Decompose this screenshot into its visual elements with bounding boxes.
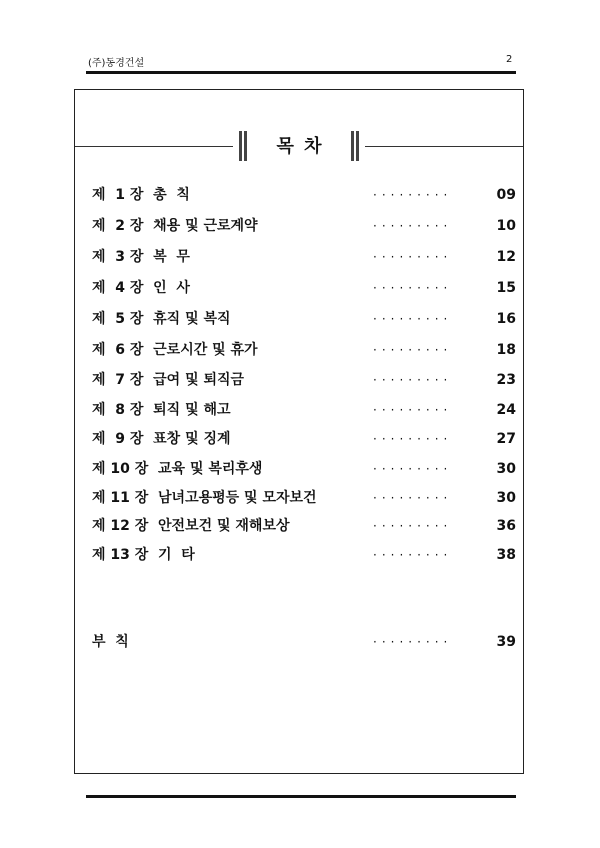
toc-entry[interactable] [92,369,516,391]
toc-entry[interactable] [92,544,516,566]
toc-page: 15 [496,280,516,296]
toc-leader-dots: ········· [373,281,453,295]
toc-leader-dots: ········· [373,188,453,202]
toc-leader-dots: ········· [373,403,453,417]
company-name: (주)동경건설 [88,58,145,69]
toc-leader-dots: ········· [373,312,453,326]
toc-leader-dots: ········· [373,373,453,387]
toc-entry[interactable] [92,458,516,480]
toc-entry[interactable] [92,399,516,421]
toc-page: 09 [496,187,516,203]
toc-entry[interactable] [92,428,516,450]
toc-label: 제 13 장 기 타 [92,547,195,563]
toc-label: 제 8 장 퇴직 및 해고 [92,402,231,418]
toc-page: 10 [496,218,516,234]
toc-entry[interactable] [92,246,516,268]
toc-label: 부 칙 [92,634,129,650]
toc-label: 제 7 장 급여 및 퇴직금 [92,372,245,388]
toc-label: 제 5 장 휴직 및 복직 [92,311,231,327]
page-number: 2 [506,54,513,65]
toc-entry[interactable] [92,215,516,237]
toc-label: 제 10 장 교육 및 복리후생 [92,461,263,477]
title-line-left [75,146,233,147]
toc-page: 30 [496,490,516,506]
footer-rule [86,795,516,798]
toc-page: 16 [496,311,516,327]
toc-leader-dots: ········· [373,219,453,233]
toc-label: 제 12 장 안전보건 및 재해보상 [92,518,290,534]
toc-page: 18 [496,342,516,358]
toc-page: 39 [496,634,516,650]
toc-leader-dots: ········· [373,250,453,264]
toc-leader-dots: ········· [373,635,453,649]
toc-entry[interactable] [92,339,516,361]
header-rule [86,71,516,74]
toc-leader-dots: ········· [373,462,453,476]
toc-title: 목 차 [276,136,324,157]
toc-page: 27 [496,431,516,447]
title-line-right [365,146,523,147]
toc-page: 38 [496,547,516,563]
toc-page: 36 [496,518,516,534]
toc-entry-appendix[interactable] [92,631,516,653]
toc-entry[interactable] [92,487,516,509]
toc-entry[interactable] [92,277,516,299]
title-bars-right [351,131,361,161]
toc-page: 24 [496,402,516,418]
toc-label: 제 11 장 남녀고용평등 및 모자보건 [92,490,317,506]
toc-label: 제 3 장 복 무 [92,249,190,265]
toc-label: 제 4 장 인 사 [92,280,190,296]
toc-page: 23 [496,372,516,388]
title-bars-left [239,131,249,161]
toc-leader-dots: ········· [373,491,453,505]
toc-label: 제 9 장 표창 및 징계 [92,431,231,447]
toc-leader-dots: ········· [373,548,453,562]
toc-leader-dots: ········· [373,343,453,357]
toc-label: 제 1 장 총 칙 [92,187,190,203]
toc-page: 12 [496,249,516,265]
toc-label: 제 6 장 근로시간 및 휴가 [92,342,258,358]
toc-entry[interactable] [92,184,516,206]
toc-leader-dots: ········· [373,519,453,533]
toc-entry[interactable] [92,308,516,330]
toc-leader-dots: ········· [373,432,453,446]
toc-entry[interactable] [92,515,516,537]
toc-label: 제 2 장 채용 및 근로계약 [92,218,258,234]
toc-page: 30 [496,461,516,477]
